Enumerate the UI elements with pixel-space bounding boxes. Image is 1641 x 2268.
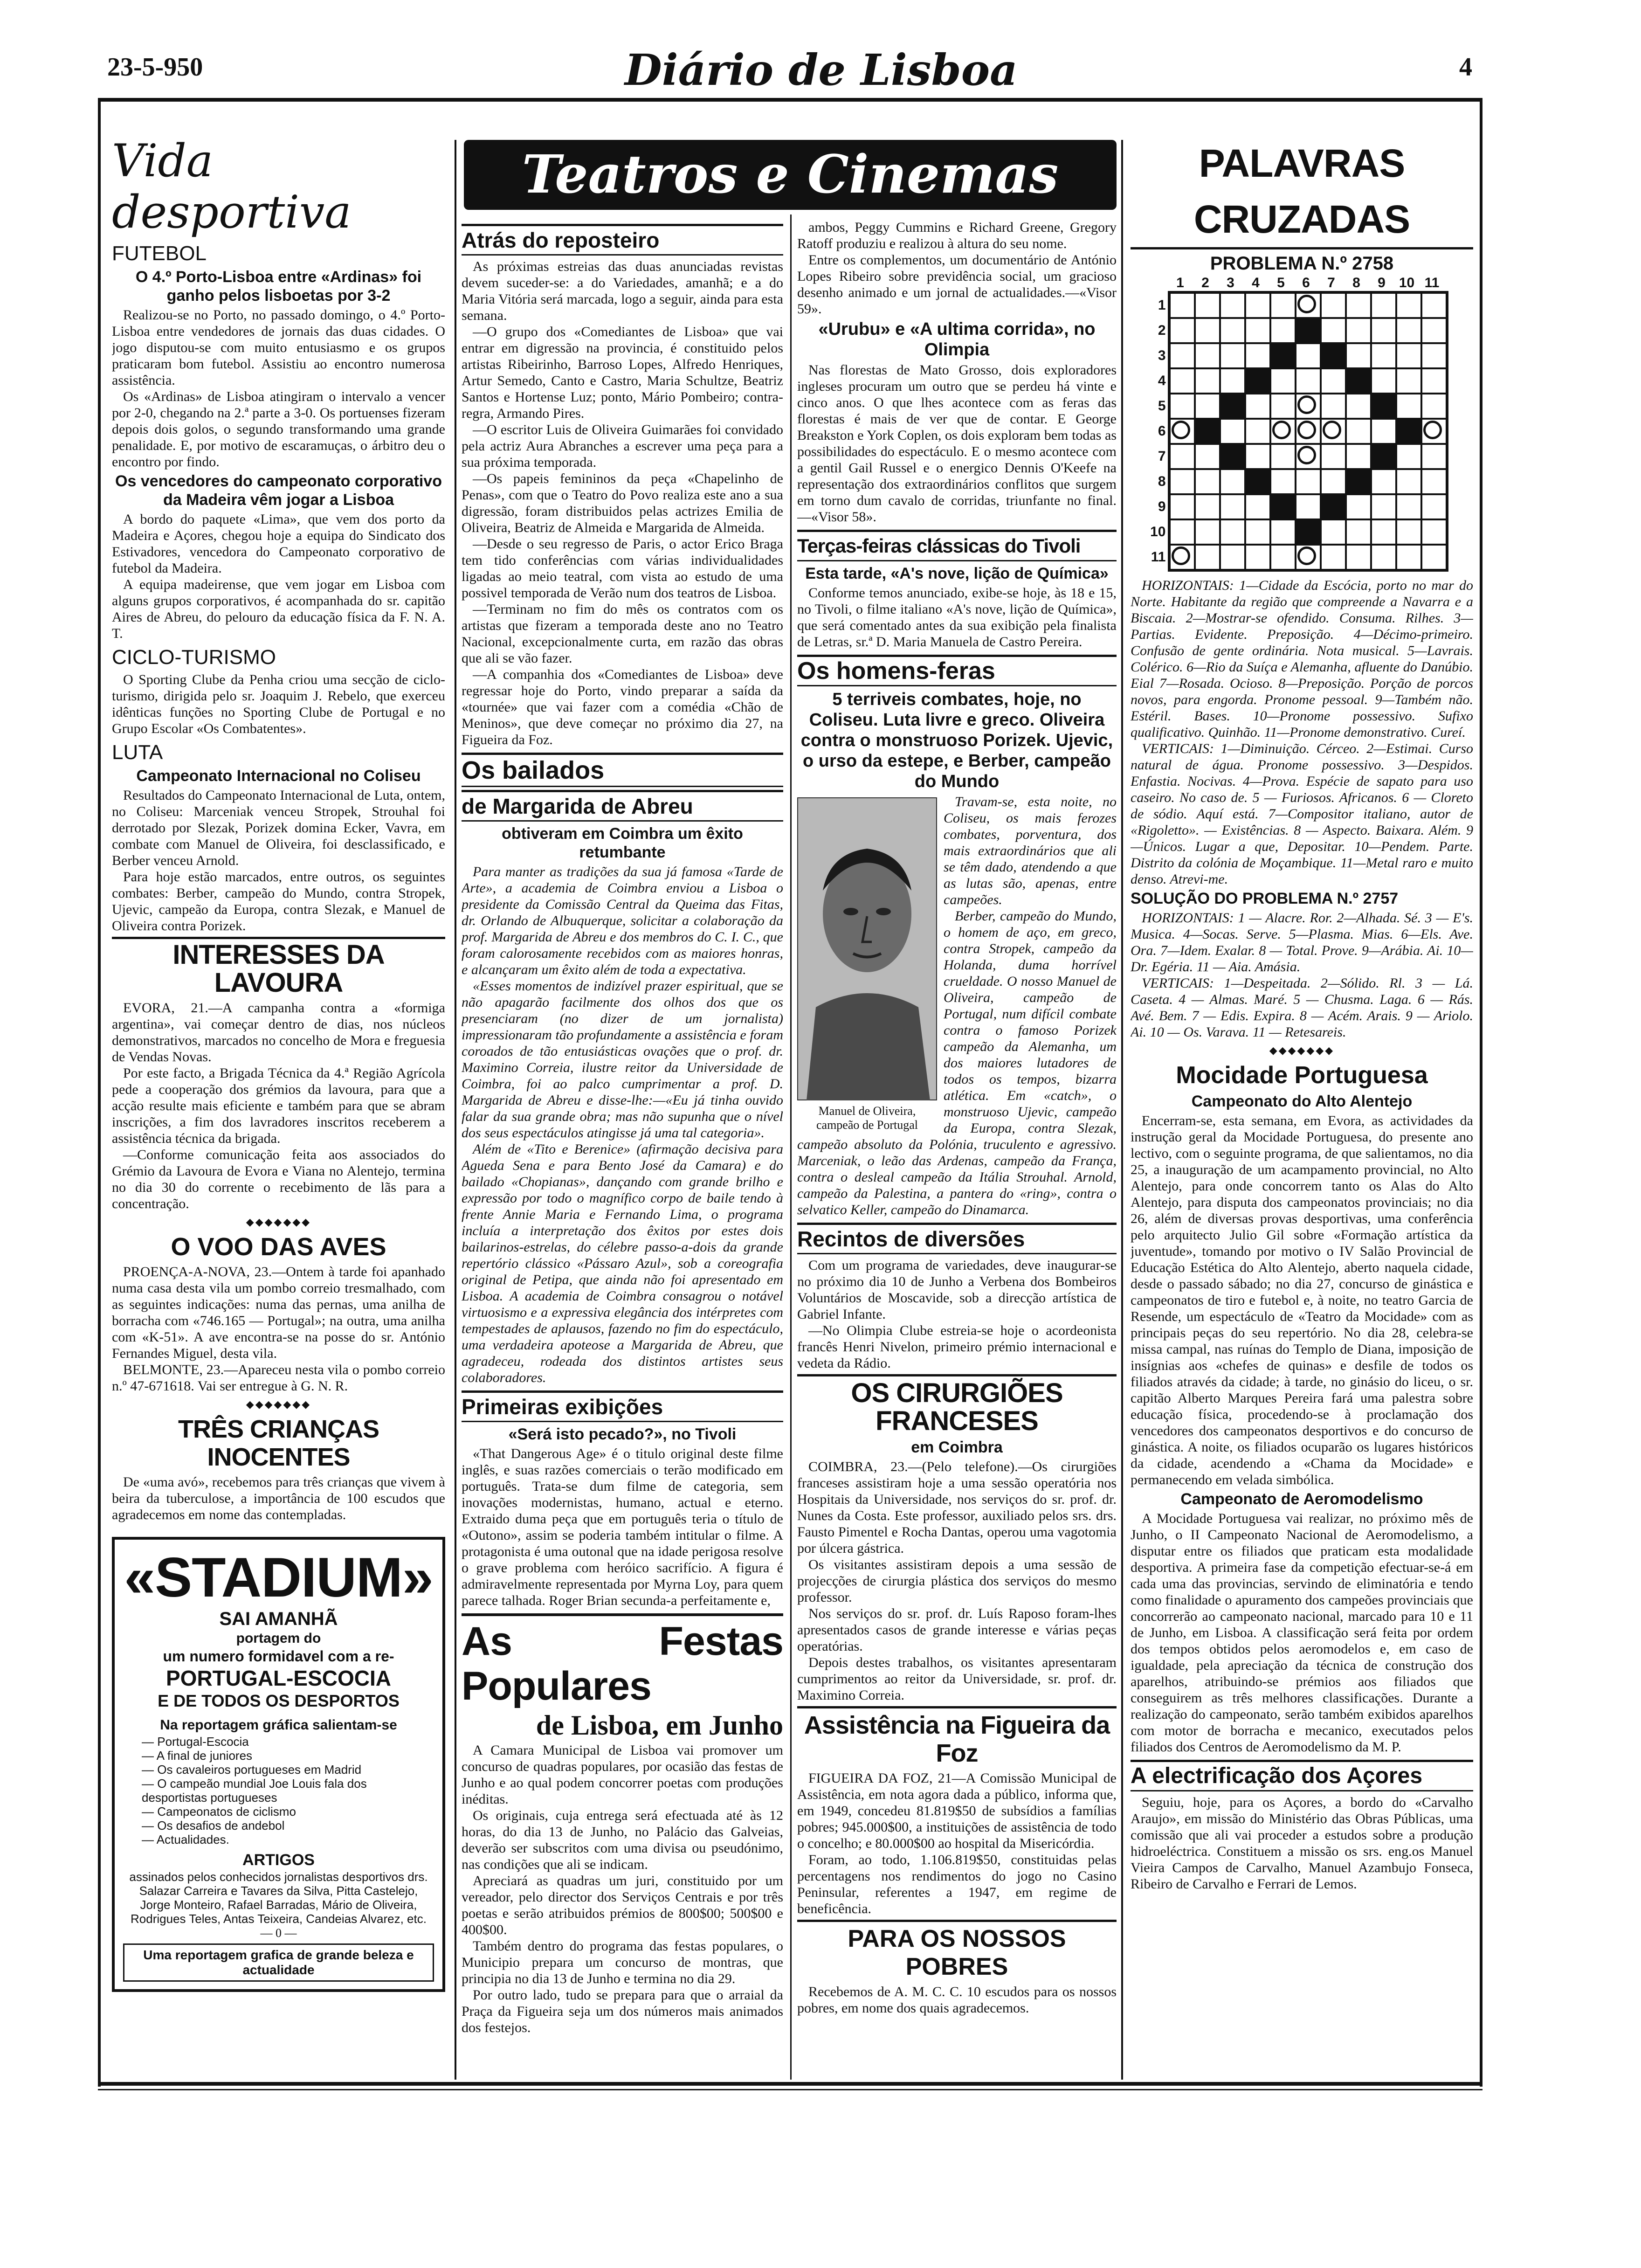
crossword-grid[interactable]	[1168, 291, 1448, 572]
grid-cell[interactable]	[1220, 519, 1245, 545]
grid-cell[interactable]	[1245, 318, 1270, 343]
grid-column-number: 5	[1277, 275, 1285, 290]
paragraph: Apreciará as quadras um juri, constituido por um vereador, pelo director dos Serviços Centrais e por três poetas e serão atribuidos prémios de 800$00; 500$00 e 400$00.	[462, 1873, 783, 1937]
wrestler-photo	[797, 797, 937, 1100]
grid-cell[interactable]	[1346, 419, 1371, 444]
grid-cell[interactable]	[1220, 293, 1245, 318]
heading-luta: LUTA	[112, 741, 163, 764]
circle-marker	[1297, 295, 1316, 313]
headline-reposteiro: Atrás do reposteiro	[462, 224, 783, 256]
headline-bailados: Os bailados	[462, 753, 783, 787]
grid-cell[interactable]	[1396, 394, 1421, 419]
paragraph: A bordo do paquete «Lima», que vem dos porto da Madeira e Açores, chegou hoje a equipa do Sindicato dos Estivadores, vencedora do Campeonato corporativo de futebol da Madeira.	[112, 512, 445, 576]
grid-cell[interactable]	[1170, 368, 1195, 394]
grid-cell[interactable]	[1245, 545, 1270, 570]
grid-row-number: 7	[1158, 449, 1166, 464]
circle-marker	[1172, 546, 1190, 565]
grid-cell[interactable]	[1170, 494, 1195, 519]
circle-marker	[1272, 421, 1291, 439]
grid-cell[interactable]	[1396, 343, 1421, 368]
paragraph: Encerram-se, esta semana, em Evora, as actividades da instrução geral da Mocidade Portuguesa, do presente ano lectivo, com o seguinte programa, de que salientamos, no dia 25, a inauguração de um acampamento provincial, no Alto Alentejo, para onde concorrem tanto os Alas do Alto Alentejo, para disputa dos campeonatos provinciais; no dia 26, além de diversas provas desportivas, uma conferência pelo arquitecto Julio Gil sobre «Formação artística da juventude», tomando por motivo o IV Salão Provincial de Educação Estética do Alto Alentejo, aberto naquela cidade, desde o passado sábado; no dia 27, concurso de ginástica e campeonatos de tiro e futebol e, à noite, no teatro Garcia de Resende, um espectáculo de «Teatro da Mocidade» com as principais peças do seu repertório. No dia 28, celebra-se missa campal, nas ruínas do Templo de Diana, imposição de insígnias aos «chefes de quinas» e desfile de todos os filiados através da cidade; à tarde, no ginásio do liceu, o sr. capitão Alberto Marques Pereira fará uma palestra sobre educação física, procedendo-se à proclamação dos vencedores dos campeonatos desportivos e do concurso de ginástica. A noite, os filiados ocuparão os lugares históricos da cidade, acendendo a «Chama da Mocidade» e permanecendo em velada simbólica.	[1131, 1113, 1473, 1487]
grid-cell	[1270, 343, 1296, 368]
grid-cell[interactable]	[1321, 293, 1346, 318]
grid-cell[interactable]	[1195, 343, 1220, 368]
grid-cell[interactable]	[1396, 444, 1421, 469]
subhead-tivoli: «Será isto pecado?», no Tivoli	[508, 1425, 737, 1443]
subhead-combates: 5 terriveis combates, hoje, no Coliseu. Luta livre e greco. Oliveira contra o monstruoso Porizek. Ujevic, o urso da estepe, e Berber, campeão do Mundo	[800, 690, 1113, 791]
ad-line: PORTUGAL-ESCOCIA	[166, 1666, 391, 1690]
headline-urubu: «Urubu» e «A ultima corrida», no Olimpia	[818, 319, 1096, 360]
paragraph: Também dentro do programa das festas populares, o Municipio prepara um concurso de montras, que principia no dia 13 de Junho e termina no dia 29.	[462, 1938, 783, 1986]
ad-list-item: — Os desafios de andebol	[142, 1819, 285, 1832]
circle-marker	[1297, 421, 1316, 439]
column-crossword	[1131, 135, 1473, 2080]
grid-row-number: 4	[1158, 373, 1166, 388]
headline-porto-lisboa: O 4.º Porto-Lisboa entre «Ardinas» foi ganho pelos lisboetas por 3-2	[135, 268, 422, 304]
grid-column-number: 10	[1399, 275, 1415, 290]
headline-pobres: PARA OS NOSSOS POBRES	[797, 1920, 1117, 1981]
grid-cell[interactable]	[1245, 394, 1270, 419]
solution-vertical: VERTICAIS: 1—Despeitada. 2—Sólido. Rl. 3 — Lá. Caseta. 4 — Almas. Maré. 5 — Chusma. Laga. 6 — Rás. Avé. Bem. 7 — Edis. Expira. 8 — Acém. Arais. 9 — Ariolo. Ai. 10 — Os. Varava. 11 — Retesareis.	[1131, 975, 1473, 1040]
grid-cell[interactable]	[1270, 293, 1296, 318]
headline-festas: As Festas Populares	[462, 1613, 783, 1708]
grid-column-number: 6	[1302, 275, 1310, 290]
paragraph: Seguiu, hoje, para os Açores, a bordo do «Carvalho Araujo», em missão do Ministério das Obras Públicas, uma comissão que ali vai proceder a estudos sobre a produção hidroeléctrica. Constituem a missão os srs. eng.os Manuel Vieira Campos de Carvalho, Manuel Azambujo Fonseca, Ribeiro de Carvalho e Ferrari de Lemos.	[1131, 1795, 1473, 1892]
ad-line: um numero formidavel com a re-	[163, 1648, 394, 1665]
column-theatres	[462, 219, 783, 2080]
circle-marker	[1323, 421, 1341, 439]
headline-lavoura: INTERESSES DA LAVOURA	[112, 937, 445, 997]
issue-date: 23-5-950	[107, 53, 203, 82]
paragraph: Realizou-se no Porto, no passado domingo, o 4.º Porto-Lisboa entre vendedores de jornais das duas cidades. O jogo disputou-se com muito entusiasmo e os grupos praticaram bom futebol. Assistiu ao encontro numerosa assistência.	[112, 307, 445, 388]
grid-cell[interactable]	[1346, 444, 1371, 469]
headline-bailados-2: de Margarida de Abreu	[462, 790, 783, 822]
grid-cell	[1321, 343, 1346, 368]
heading-ciclo-turismo: CICLO-TURISMO	[112, 646, 276, 669]
paragraph: Nos serviços do sr. prof. dr. Luís Raposo foram-lhes apresentados casos de grande interesse e várias peças operatórias.	[797, 1606, 1117, 1654]
grid-row-number: 8	[1158, 474, 1166, 489]
grid-cell[interactable]	[1421, 444, 1447, 469]
separator: ◆◆◆◆◆◆◆	[246, 1216, 311, 1228]
subhead-coimbra-2: em Coimbra	[911, 1438, 1003, 1456]
paragraph: —O grupo dos «Comediantes de Lisboa» que vai entrar em digressão na provincia, é constituido pelos artistas Ribeirinho, Barroso Lopes, Alfredo Henriques, Artur Semedo, Canto e Castro, Maria Schultze, Beatriz Santos e Hortense Luz; ponto, Mário Pombeiro; contra-regra, Armando Pires.	[462, 324, 783, 421]
grid-cell	[1346, 469, 1371, 494]
col-divider-1	[455, 140, 456, 2080]
grid-cell[interactable]	[1195, 519, 1220, 545]
solution-title: SOLUÇÃO DO PROBLEMA N.º 2757	[1131, 890, 1399, 907]
grid-cell	[1220, 394, 1245, 419]
grid-cell[interactable]	[1396, 368, 1421, 394]
grid-cell[interactable]	[1321, 394, 1346, 419]
circle-marker	[1297, 395, 1316, 414]
ad-list-item: — O campeão mundial Joe Louis fala dos desportistas portugueses	[142, 1777, 367, 1805]
grid-row-number: 1	[1158, 297, 1166, 313]
grid-cell[interactable]	[1321, 519, 1346, 545]
paragraph: Recebemos de A. M. C. C. 10 escudos para os nossos pobres, em nome dos quais agradecemos.	[797, 1984, 1117, 2016]
grid-cell[interactable]	[1220, 368, 1245, 394]
grid-cell[interactable]	[1245, 343, 1270, 368]
grid-cell[interactable]	[1195, 494, 1220, 519]
grid-cell[interactable]	[1195, 318, 1220, 343]
grid-cell[interactable]	[1220, 419, 1245, 444]
grid-column-number: 3	[1227, 275, 1234, 290]
grid-cell[interactable]	[1170, 469, 1195, 494]
separator: ◆◆◆◆◆◆◆	[246, 1398, 311, 1410]
grid-cell[interactable]	[1270, 318, 1296, 343]
crossword-title: PALAVRAS CRUZADAS	[1131, 135, 1473, 249]
ad-line: portagem do	[236, 1631, 321, 1646]
bottom-rule	[98, 2082, 1482, 2086]
paragraph: —O escritor Luis de Oliveira Guimarães foi convidado pela actriz Aura Abranches a escrever uma peça para a sua próxima temporada.	[462, 422, 783, 470]
grid-cell[interactable]	[1421, 494, 1447, 519]
ad-list-item: — Os cavaleiros portugueses em Madrid	[142, 1763, 362, 1777]
crossword-column-numbers	[1168, 275, 1461, 291]
stadium-ad	[112, 1537, 445, 1992]
grid-column-number: 7	[1327, 275, 1335, 290]
grid-row-number: 5	[1158, 398, 1166, 414]
grid-cell[interactable]	[1195, 444, 1220, 469]
ad-line: SAI AMANHÃ	[219, 1609, 338, 1629]
grid-cell[interactable]	[1245, 494, 1270, 519]
grid-row-number: 9	[1158, 499, 1166, 514]
ad-list-item: — A final de juniores	[142, 1749, 253, 1763]
grid-cell[interactable]	[1346, 293, 1371, 318]
grid-cell[interactable]	[1396, 469, 1421, 494]
headline-primeiras: Primeiras exibições	[462, 1390, 783, 1422]
left-border	[98, 98, 101, 2087]
paragraph: COIMBRA, 23.—(Pelo telefone).—Os cirurgiões franceses assistiram hoje a uma sessão operatória nos Hospitais da Universidade, nos serviços do sr. prof. dr. Nunes da Costa. Este professor, auxiliado pelos srs. drs. Fausto Pimentel e Rocha Dantas, operou uma vagotomia por úlcera gástrica.	[797, 1459, 1117, 1556]
grid-cell[interactable]	[1270, 368, 1296, 394]
paragraph: Travam-se, esta noite, no Coliseu, os mais ferozes combates, porventura, dos mais extraordinários que ali se têm dado, atendendo a que as lutas são, apenas, entre campeões.	[944, 794, 1117, 907]
grid-column-number: 8	[1352, 275, 1360, 290]
grid-cell[interactable]	[1346, 545, 1371, 570]
grid-column-number: 11	[1424, 275, 1440, 290]
grid-cell[interactable]	[1346, 394, 1371, 419]
paragraph: Para hoje estão marcados, entre outros, os seguintes combates: Berber, campeão do Mundo, contra Stropek, Ujevic, campeão da Europa, contra Slezak, e Manuel de Oliveira contra Porizek.	[112, 869, 445, 933]
grid-cell[interactable]	[1296, 293, 1321, 318]
paragraph: Por este facto, a Brigada Técnica da 4.ª Região Agrícola pede a cooperação dos grémios da lavoura, para que a acção resulte mais eficiente e também para que se abram inscrições, a fim dos lavradores inscritos receberem a assistência técnica da brigada.	[112, 1065, 445, 1146]
grid-cell[interactable]	[1296, 394, 1321, 419]
crossword-problem: PROBLEMA N.º 2758	[1210, 253, 1394, 274]
ad-line: Na reportagem gráfica salientam-se	[160, 1717, 397, 1733]
grid-cell[interactable]	[1321, 318, 1346, 343]
grid-cell	[1245, 368, 1270, 394]
paragraph: Depois destes trabalhos, os visitantes apresentaram cumprimentos ao reitor da Universidade, sr. prof. dr. Maximino Correia.	[797, 1655, 1117, 1703]
paragraph: Conforme temos anunciado, exibe-se hoje, às 18 e 15, no Tivoli, o filme italiano «A's nove, lição de Química», que será comentado antes da sua exibição pela finalista de Letras, sr.ª D. Maria Manuela de Castro Pereira.	[797, 585, 1117, 650]
solution-horizontal: HORIZONTAIS: 1 — Alacre. Ror. 2—Alhada. Sé. 3 — E's. Musica. 4—Socas. Serve. 5—Plasma. Mias. 6—Els. Ave. Ora. 7—Idem. Exalar. 8 — Total. Prove. 9—Arábia. Ai. 10—Dr. Egéria. 11 — Aia. Amásia.	[1131, 910, 1473, 975]
grid-cell[interactable]	[1245, 293, 1270, 318]
crossword-row-numbers	[1144, 291, 1168, 572]
grid-cell[interactable]	[1170, 293, 1195, 318]
grid-cell	[1371, 394, 1396, 419]
top-rule	[98, 98, 1482, 102]
grid-cell	[1346, 368, 1371, 394]
grid-cell	[1296, 519, 1321, 545]
paragraph: «Esses momentos de indizível prazer espiritual, que se não apagarão facilmente dos olhos dos que os presenciaram (no dizer de um jornalista) impressionaram tão profundamente a assistência e foram coroados de tão entusiásticas ovações que o prof. dr. Maximino Correia, ilustre reitor da Universidade de Coimbra, foi ao palco cumprimentar a prof. D. Margarida de Abreu e disse-lhe:—«Eu já tinha ouvido falar da sua grande obra; mas não supunha que o nível dos seus espectáculos atingisse já uma tal categoria».	[462, 978, 783, 1141]
grid-cell[interactable]	[1296, 469, 1321, 494]
paragraph: Entre os complementos, um documentário de António Lopes Ribeiro sobre previdência social, um gracioso desenho animado e um jornal de actualidades.—«Visor 59».	[797, 252, 1117, 317]
grid-cell[interactable]	[1170, 343, 1195, 368]
grid-row-number: 6	[1158, 423, 1166, 439]
headline-festas-2: de Lisboa, em Junho	[536, 1710, 783, 1741]
grid-cell[interactable]	[1421, 545, 1447, 570]
paragraph: —Conforme comunicação feita aos associados do Grémio da Lavoura de Evora e Viana no Alentejo, termina no dia 30 do corrente o recebimento de lãs para a concentração.	[112, 1147, 445, 1211]
grid-cell[interactable]	[1270, 519, 1296, 545]
headline-homens-feras: Os homens-feras	[797, 655, 1117, 686]
paragraph: Os visitantes assistiram depois a uma sessão de projecções de cirurgia plástica dos serviços do mesmo professor.	[797, 1557, 1117, 1605]
ad-items-list	[123, 1735, 434, 1846]
col-divider-3	[1121, 140, 1123, 2080]
grid-cell	[1296, 318, 1321, 343]
grid-cell[interactable]	[1371, 419, 1396, 444]
grid-cell[interactable]	[1346, 343, 1371, 368]
grid-cell[interactable]	[1421, 293, 1447, 318]
ad-title: «STADIUM»	[124, 1546, 433, 1609]
grid-cell[interactable]	[1170, 419, 1195, 444]
headline-recintos: Recintos de diversões	[797, 1223, 1117, 1254]
subhead-coimbra: obtiveram em Coimbra um êxito retumbante	[502, 825, 743, 861]
grid-column-number: 1	[1176, 275, 1184, 290]
headline-assistencia: Assistência na Figueira da Foz	[797, 1706, 1117, 1767]
grid-cell[interactable]	[1170, 318, 1195, 343]
circle-marker	[1172, 421, 1190, 439]
circle-marker	[1423, 421, 1442, 439]
grid-cell[interactable]	[1296, 444, 1321, 469]
grid-cell[interactable]	[1396, 293, 1421, 318]
paragraph: —Desde o seu regresso de Paris, o actor Erico Braga tem tido conferências com várias individualidades ligadas ao meio teatral, com vista ao estudo de uma possivel temporada de Verão num dos teatros de Lisboa.	[462, 536, 783, 601]
grid-cell[interactable]	[1220, 469, 1245, 494]
subhead-quimica: Esta tarde, «A's nove, lição de Química»	[805, 565, 1109, 582]
grid-cell[interactable]	[1321, 419, 1346, 444]
paragraph: As próximas estreias das duas anunciadas revistas devem suceder-se: a do Variedades, amanhã; e a do Maria Vitória será marcada, logo a seguir, ainda para esta semana.	[462, 259, 783, 323]
grid-cell[interactable]	[1321, 444, 1346, 469]
grid-cell[interactable]	[1321, 368, 1346, 394]
grid-cell[interactable]	[1195, 469, 1220, 494]
headline-coliseu: Campeonato Internacional no Coliseu	[136, 767, 421, 785]
grid-cell[interactable]	[1270, 469, 1296, 494]
grid-cell[interactable]	[1421, 519, 1447, 545]
crossword-area	[1144, 275, 1461, 572]
grid-cell[interactable]	[1245, 519, 1270, 545]
grid-cell[interactable]	[1195, 394, 1220, 419]
grid-cell	[1195, 419, 1220, 444]
grid-column-number: 2	[1201, 275, 1209, 290]
grid-cell[interactable]	[1270, 545, 1296, 570]
photo-caption: Manuel de Oliveira, campeão de Portugal	[816, 1104, 918, 1132]
separator: ◆◆◆◆◆◆◆	[1269, 1044, 1335, 1056]
grid-cell[interactable]	[1346, 318, 1371, 343]
page-number: 4	[1459, 53, 1472, 82]
grid-column-number: 9	[1378, 275, 1386, 290]
paragraph: A Mocidade Portuguesa vai realizar, no próximo mês de Junho, o II Campeonato Nacional de Aeromodelismo, a disputar entre os filiados que praticam esta modalidade desportiva. A primeira fase da competição efectuar-se-á em cada uma das provincias, servindo de eliminatória e tendo como finalidade o apuramento dos campeões provinciais que concorrerão ao campeonato nacional, marcado para 10 e 11 de Junho, em Lisboa. A classificação será feita por ordem dos tempos obtidos pelos aeromodelos e, em caso de igualdade, pela apreciação da técnica de construção dos aparelhos, atribuindo-se prémios aos filiados que conseguirem as três melhores classificações. Durante a realização do campeonato, serão também exibidos aparelhos com motor de borracha e mecanico, executados pelos filiados dos Centros de Aeromodelismo da M. P.	[1131, 1511, 1473, 1755]
headline-criancas: TRÊS CRIANÇAS INOCENTES	[178, 1415, 379, 1471]
grid-cell[interactable]	[1421, 419, 1447, 444]
grid-cell[interactable]	[1371, 343, 1396, 368]
headline-acores: A electrificação dos Açores	[1131, 1760, 1473, 1791]
ad-list-item: — Actualidades.	[142, 1832, 229, 1846]
grid-cell[interactable]	[1296, 494, 1321, 519]
grid-cell[interactable]	[1245, 444, 1270, 469]
subhead-alentejo: Campeonato do Alto Alentejo	[1191, 1093, 1413, 1110]
grid-cell[interactable]	[1170, 394, 1195, 419]
grid-cell[interactable]	[1421, 343, 1447, 368]
grid-cell	[1270, 494, 1296, 519]
headline-mocidade: Mocidade Portuguesa	[1176, 1062, 1428, 1089]
grid-cell	[1220, 444, 1245, 469]
grid-cell[interactable]	[1421, 394, 1447, 419]
grid-cell[interactable]	[1170, 545, 1195, 570]
grid-cell[interactable]	[1371, 368, 1396, 394]
ad-sep: — 0 —	[260, 1926, 297, 1940]
grid-row-number: 11	[1151, 549, 1166, 565]
paragraph: De «uma avó», recebemos para três crianças que vivem à beira da tuberculose, a importância de 100 escudos que agradecemos em nome das contempladas.	[112, 1474, 445, 1522]
grid-cell[interactable]	[1270, 419, 1296, 444]
headline-madeira: Os vencedores do campeonato corporativo da Madeira vêm jogar a Lisboa	[115, 472, 442, 509]
paragraph: Com um programa de variedades, deve inaugurar-se no próximo dia 10 de Junho a Verbena dos Bombeiros Voluntários de Moscavide, sob a direcção artística de Gabriel Infante.	[797, 1258, 1117, 1322]
grid-cell[interactable]	[1195, 545, 1220, 570]
grid-cell[interactable]	[1270, 394, 1296, 419]
grid-cell[interactable]	[1170, 519, 1195, 545]
paragraph: —Terminam no fim do mês os contratos com os artistas que fizeram a temporada deste ano no Teatro Nacional, excepcionalmente curta, em razão das obras que ali se vão fazer.	[462, 602, 783, 666]
paragraph: FIGUEIRA DA FOZ, 21—A Comissão Municipal de Assistência, em nota agora dada a público, informa que, em 1949, concedeu 81.819$50 de subsídios a famílias pobres; 945.000$00, a instituições de assistência de todo o concelho; e 80.000$00 ao hospital da Misericórdia.	[797, 1770, 1117, 1851]
paragraph: Os «Ardinas» de Lisboa atingiram o intervalo a vencer por 2-0, chegando na 2.ª parte a 3-0. Os portuenses fizeram depois dois golos, o segundo transformando uma grande penalidade. E, por motivo de escaramuças, o árbitro deu o encontro por findo.	[112, 389, 445, 470]
grid-cell[interactable]	[1421, 368, 1447, 394]
paragraph: Para manter as tradições da sua já famosa «Tarde de Arte», a academia de Coimbra enviou a Lisboa o presidente da Comissão Central da Queima das Fitas, dr. Orlando de Albuquerque, solicitar a colaboração da prof. Margarida de Abreu e dos membros do C. I. C., que foram calorosamente recebidos com as maiores honras, e alcançaram um êxito além de toda a expectativa.	[462, 864, 783, 977]
grid-cell[interactable]	[1346, 494, 1371, 519]
grid-cell[interactable]	[1396, 545, 1421, 570]
paragraph: A equipa madeirense, que vem jogar em Lisboa com alguns grupos corporativos, é acompanhada do sr. capitão Aires de Abreu, do pelouro da educação física da F. N. A. T.	[112, 577, 445, 641]
paragraph: Resultados do Campeonato Internacional de Luta, ontem, no Coliseu: Marceniak venceu Stropek, Strouhal foi derrotado por Slezak, Porizek domina Ecker, Vavra, em combate com Manuel de Oliveira, foi desclassificado, e Berber venceu Arnold.	[112, 788, 445, 868]
grid-cell[interactable]	[1195, 293, 1220, 318]
grid-cell	[1245, 469, 1270, 494]
grid-cell[interactable]	[1371, 318, 1396, 343]
grid-cell[interactable]	[1220, 343, 1245, 368]
grid-cell[interactable]	[1346, 519, 1371, 545]
paragraph: —A companhia dos «Comediantes de Lisboa» deve regressar hoje do Porto, vindo preparar a saída da «tournée» que vai fazer com a comédia «Chão de Meninos», que deve começar no próximo dia 27, na Figueira da Foz.	[462, 667, 783, 747]
grid-cell[interactable]	[1396, 318, 1421, 343]
ad-artigos: ARTIGOS	[242, 1851, 315, 1869]
grid-cell[interactable]	[1170, 444, 1195, 469]
theatres-banner: Teatros e Cinemas	[464, 140, 1117, 210]
circle-marker	[1297, 546, 1316, 565]
paragraph: Além de «Tito e Berenice» (afirmação decisiva para Agueda Sena e para Bento José da Camara) e do bailado «Chopianas», dançando com grande brilho e expressão por todo o magnífico corpo de baile tendo à frente Annie Maria e Fernando Lima, o programa incluía a interpretação dos êxitos por estes dois bailarinos-estrelas, do célebre passo-a-dois da grande repertório clássico «Pássaro Azul», sob a coreografia original de Petipa, que ainda não foi apresentado em Lisboa. A academia de Coimbra consagrou o notável virtuosismo e a expressiva elegância dos intérpretes com tempestades de aplausos, fazendo no fim do espectáculo, uma verdadeira apoteose a Margarida de Abreu, que agradeceu, rodeada dos distintos artistes seus colaboradores.	[462, 1141, 783, 1385]
ad-list-item: — Campeonatos de ciclismo	[142, 1805, 296, 1819]
paragraph: «That Dangerous Age» é o titulo original deste filme inglês, e suas razões comerciais o terão modificado em português. Trata-se dum filme de categoria, sem inovações modernistas, humano, actual e eterno. Extraido duma peça que em português teria o título de «Outono», assim se poderia também intitular o filme. A protagonista é uma outonal que na idade perigosa resolve o grave problema com heróico sacrifício. A figura é admiravelmente representada por Myrna Loy, para quem parece talhada. Roger Brian secunda-a perfeitamente e,	[462, 1446, 783, 1608]
grid-cell[interactable]	[1220, 494, 1245, 519]
paragraph: A Camara Municipal de Lisboa vai promover um concurso de quadras populares, por ocasião das festas de Junho e ao qual podem concorrer poetas com produções inéditas.	[462, 1742, 783, 1807]
grid-cell	[1396, 419, 1421, 444]
photo-block	[797, 797, 937, 1132]
column-sports	[112, 135, 445, 2075]
grid-cell	[1371, 444, 1396, 469]
paragraph: Foram, ao todo, 1.106.819$50, constituidas pelas percentagens nos rendimentos do jogo no Casino Peninsular, referentes a 1947, em regime de beneficência.	[797, 1852, 1117, 1916]
grid-cell[interactable]	[1371, 293, 1396, 318]
clues-horizontal: HORIZONTAIS: 1—Cidade da Escócia, porto no mar do Norte. Habitante da região que compreende a Navarra e a Biscaia. 2—Mostrar-se ofendido. Consuma. Rilhes. 3—Partias. Evidente. Preposição. 4—Décimo-primeiro. Confusão de gente ordinária. Nota musical. 5—Lavrais. Colérico. 6—Rio da Suíça e Alemanha, afluente do Danúbio. Eial 7—Rosada. Ocioso. 8—Preposição. Porção de porcos novos, para engorda. Pronome pessoal. 9—Também não. Estéril. Bases. 10—Pronome possessivo. Sufixo qualificativo. Quinhão. 11—Pronome demonstrativo. Cureí.	[1131, 578, 1473, 740]
headline-cirurgioes: OS CIRURGIÕES FRANCESES	[797, 1374, 1117, 1435]
paragraph: Berber, campeão do Mundo, o homem de aço, em greco, contra Stropek, campeão da Holanda, duma horrível crueldade. O nosso Manuel de Oliveira, campeão de Portugal, num difícil combate contra o famoso Porizek campeão da Alemanha, um dos maiores lutadores de todos os tempos, bizarra atlética. Em «catch», o monstruoso Ujevic, campeão da Europa, contra Slezak, campeão absoluto da Polónia, truculento e agressivo. Marceniak, o leão das Ardenas, campeão da França, contra o desleal campeão da Itália Strouhal. Arnold, campeão da Palestina, a pantera do «ring», contra o selvatico Keller, campeão do Dinamarca.	[797, 908, 1117, 1217]
grid-cell[interactable]	[1421, 469, 1447, 494]
paragraph: Os originais, cuja entrega será efectuada até às 12 horas, do dia 13 de Junho, no Palácio das Galveias, deverão ser subscritos com uma divisa ou pseudónimo, nas condições que ali se indicam.	[462, 1808, 783, 1872]
grid-cell[interactable]	[1296, 343, 1321, 368]
grid-cell[interactable]	[1296, 368, 1321, 394]
grid-cell	[1321, 494, 1346, 519]
right-border	[1480, 98, 1482, 2087]
grid-cell[interactable]	[1396, 494, 1421, 519]
grid-cell[interactable]	[1296, 545, 1321, 570]
grid-cell[interactable]	[1195, 368, 1220, 394]
paragraph: O Sporting Clube da Penha criou uma secção de ciclo-turismo, dirigida pelo sr. Joaquim J. Rebelo, que exerceu idênticas funções no Sporting Clube de Portugal e no Grupo Escolar «Os Combatentes».	[112, 672, 445, 736]
paragraph: EVORA, 21.—A campanha contra a «formiga argentina», vai começar dentro de dias, nos núcleos demonstrativos, marcados no concelho de Mora e freguesia de Vendas Novas.	[112, 1000, 445, 1065]
ad-artigos-text: assinados pelos conhecidos jornalistas desportivos drs. Salazar Carreira e Tavares da Silva, Pitta Castelejo, Jorge Monteiro, Rafael Barradas, Mário de Oliveira, Rodrigues Teles, Antas Teixeira, Candeias Alvarez, etc.	[129, 1870, 428, 1926]
grid-cell[interactable]	[1371, 469, 1396, 494]
grid-row-number: 10	[1150, 524, 1166, 539]
grid-cell[interactable]	[1220, 545, 1245, 570]
section-title-sports: Vida desportiva	[112, 135, 352, 238]
grid-cell[interactable]	[1270, 444, 1296, 469]
paragraph: Por outro lado, tudo se prepara para que o arraial da Praça da Figueira seja um dos números mais animados dos festejos.	[462, 1987, 783, 2035]
grid-column-number: 4	[1252, 275, 1260, 290]
masthead: Diário de Lisboa	[625, 45, 1018, 95]
col-divider-2	[790, 214, 792, 2080]
paragraph: BELMONTE, 23.—Apareceu nesta vila o pombo correio n.º 47-671618. Vai ser entregue à G. N. R.	[112, 1362, 445, 1394]
grid-cell[interactable]	[1396, 519, 1421, 545]
grid-cell[interactable]	[1371, 519, 1396, 545]
paragraph: —Os papeis femininos da peça «Chapelinho de Penas», com que o Teatro do Povo realiza este ano a sua digressão, foram distribuidos pelas actrizes Emilia de Oliveira, Beatriz de Almeida e Margarida de Almeida.	[462, 471, 783, 535]
grid-cell[interactable]	[1371, 545, 1396, 570]
ad-footer: Uma reportagem grafica de grande beleza e actualidade	[123, 1943, 434, 1982]
bottom-rule-2	[98, 2089, 1482, 2090]
grid-cell[interactable]	[1296, 419, 1321, 444]
heading-futebol: FUTEBOL	[112, 242, 207, 265]
headline-tercas: Terças-feiras clássicas do Tivoli	[797, 530, 1117, 561]
subhead-aeromodelismo: Campeonato de Aeromodelismo	[1180, 1490, 1423, 1508]
grid-cell[interactable]	[1321, 545, 1346, 570]
grid-cell[interactable]	[1220, 318, 1245, 343]
grid-row-number: 3	[1158, 348, 1166, 363]
column-cinema	[797, 219, 1117, 2080]
ad-list-item: — Portugal-Escocia	[142, 1735, 249, 1749]
circle-marker	[1297, 446, 1316, 464]
paragraph: Nas florestas de Mato Grosso, dois exploradores ingleses procuram um outro que se perdeu há vinte e cinco anos. O que lhes acontece com as feras das florestas é mais de ver que de contar. E George Breakston e York Coplen, os dois exploram bem todas as possibilidades do espectáculo. E o mesmo acontece com a gentil Gail Russel e o energico Dennis O'Keefe na representação dos extraordinários conflitos que surgem em torno dum cavalo de corridas, triunfante no final.—«Visor 58».	[797, 362, 1117, 525]
paragraph: ambos, Peggy Cummins e Richard Greene, Gregory Ratoff produziu e realizou à altura do seu nome.	[797, 220, 1117, 251]
grid-row-number: 2	[1158, 323, 1166, 338]
grid-cell[interactable]	[1321, 469, 1346, 494]
headline-aves: O VOO DAS AVES	[171, 1233, 386, 1261]
clues-vertical: VERTICAIS: 1—Diminuição. Cérceo. 2—Estimai. Curso natural de água. Pronome possessivo. 3—Despidos. Enfastia. Nocivas. 4—Prova. Espécie de sapato para uso caseiro. No caso de. 5 — Furiosos. Africanos. 6 — Cloreto de sódio. Aquí está. 7—Compositor italiano, autor de «Rigoletto». — Existências. 8 — Aspecto. Baixara. Além. 9—Únicos. Lugar a que, Depositar. 10—Pendem. Parte. Distrito da colónia de Moçambique. 11—Metal raro e muito denso. Atrevi-me.	[1131, 741, 1473, 887]
grid-cell[interactable]	[1371, 494, 1396, 519]
paragraph: —No Olimpia Clube estreia-se hoje o acordeonista francês Henri Nivelon, primeiro prémio internacional e vedeta da Rádio.	[797, 1323, 1117, 1371]
ad-line: E DE TODOS OS DESPORTOS	[158, 1691, 400, 1710]
paragraph: PROENÇA-A-NOVA, 23.—Ontem à tarde foi apanhado numa casa desta vila um pombo correio tresmalhado, com as seguintes indicações: numa das pernas, uma anilha de borracha com «746.165 — Portugal»; na outra, uma anilha com «K-51». A ave encontra-se na posse do sr. António Fernandes Miguel, desta vila.	[112, 1264, 445, 1361]
grid-cell[interactable]	[1421, 318, 1447, 343]
grid-cell[interactable]	[1245, 419, 1270, 444]
